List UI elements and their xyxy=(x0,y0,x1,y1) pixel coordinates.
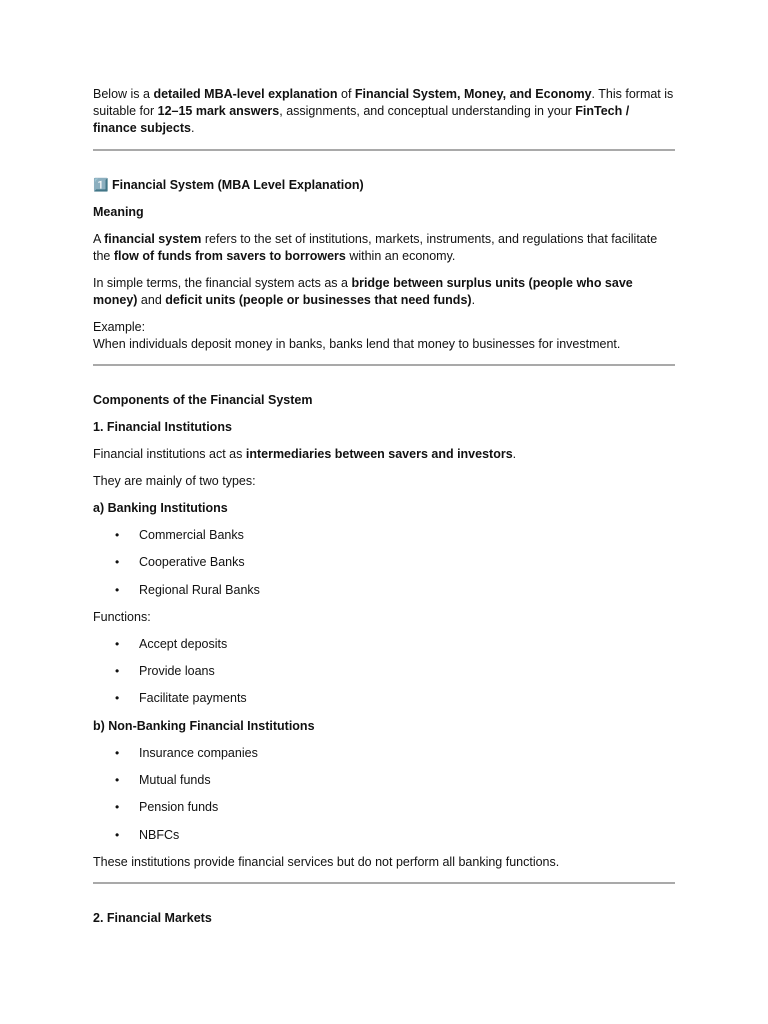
divider xyxy=(93,364,675,366)
nbfi-heading: b) Non-Banking Financial Institutions xyxy=(93,718,315,733)
list-item: • NBFCs xyxy=(93,827,675,844)
intro-paragraph: Below is a detailed MBA-level explanation of Financial System, Money, and Economy. This format is suitable for 12–15 mark answers, assignments, and conceptual understanding in your FinTech / finance subjects. xyxy=(93,87,674,135)
list-item: • Facilitate payments xyxy=(93,690,675,707)
list-item: • Commercial Banks xyxy=(93,527,675,544)
banking-institutions-heading: a) Banking Institutions xyxy=(93,501,228,515)
divider xyxy=(93,149,675,151)
financial-markets-heading: 2. Financial Markets xyxy=(93,910,212,925)
financial-institutions-heading: 1. Financial Institutions xyxy=(93,420,232,434)
list-item: • Provide loans xyxy=(93,663,675,680)
list-item: • Insurance companies xyxy=(93,745,675,762)
banking-list xyxy=(93,527,675,599)
functions-label: Functions: xyxy=(93,609,151,624)
example-text: When individuals deposit money in banks, banks lend that money to businesses for investment. xyxy=(93,337,621,351)
meaning-heading: Meaning xyxy=(93,205,144,219)
example-label: Example: xyxy=(93,320,146,334)
types-text: They are mainly of two types: xyxy=(93,474,256,488)
list-item: • Mutual funds xyxy=(93,772,675,789)
divider xyxy=(93,882,675,884)
components-heading: Components of the Financial System xyxy=(93,393,313,407)
section-heading: 1️⃣ Financial System (MBA Level Explanation) xyxy=(93,178,364,192)
list-item: • Pension funds xyxy=(93,799,675,816)
list-item: • Regional Rural Banks xyxy=(93,582,675,599)
document-page xyxy=(93,86,675,927)
simple-terms-paragraph: In simple terms, the financial system acts as a bridge between surplus units (people who save money) and deficit units (people or businesses that need funds). xyxy=(93,276,633,307)
nbfi-note: These institutions provide financial services but do not perform all banking functions. xyxy=(93,854,560,869)
definition-paragraph: A financial system refers to the set of institutions, markets, instruments, and regulations that facilitate the flow of funds from savers to borrowers within an economy. xyxy=(93,232,658,263)
functions-list xyxy=(93,636,675,708)
institutions-intro: Financial institutions act as intermediaries between savers and investors. xyxy=(93,447,517,461)
nbfi-list xyxy=(93,745,675,844)
list-item: • Cooperative Banks xyxy=(93,554,675,571)
list-item: • Accept deposits xyxy=(93,636,675,653)
